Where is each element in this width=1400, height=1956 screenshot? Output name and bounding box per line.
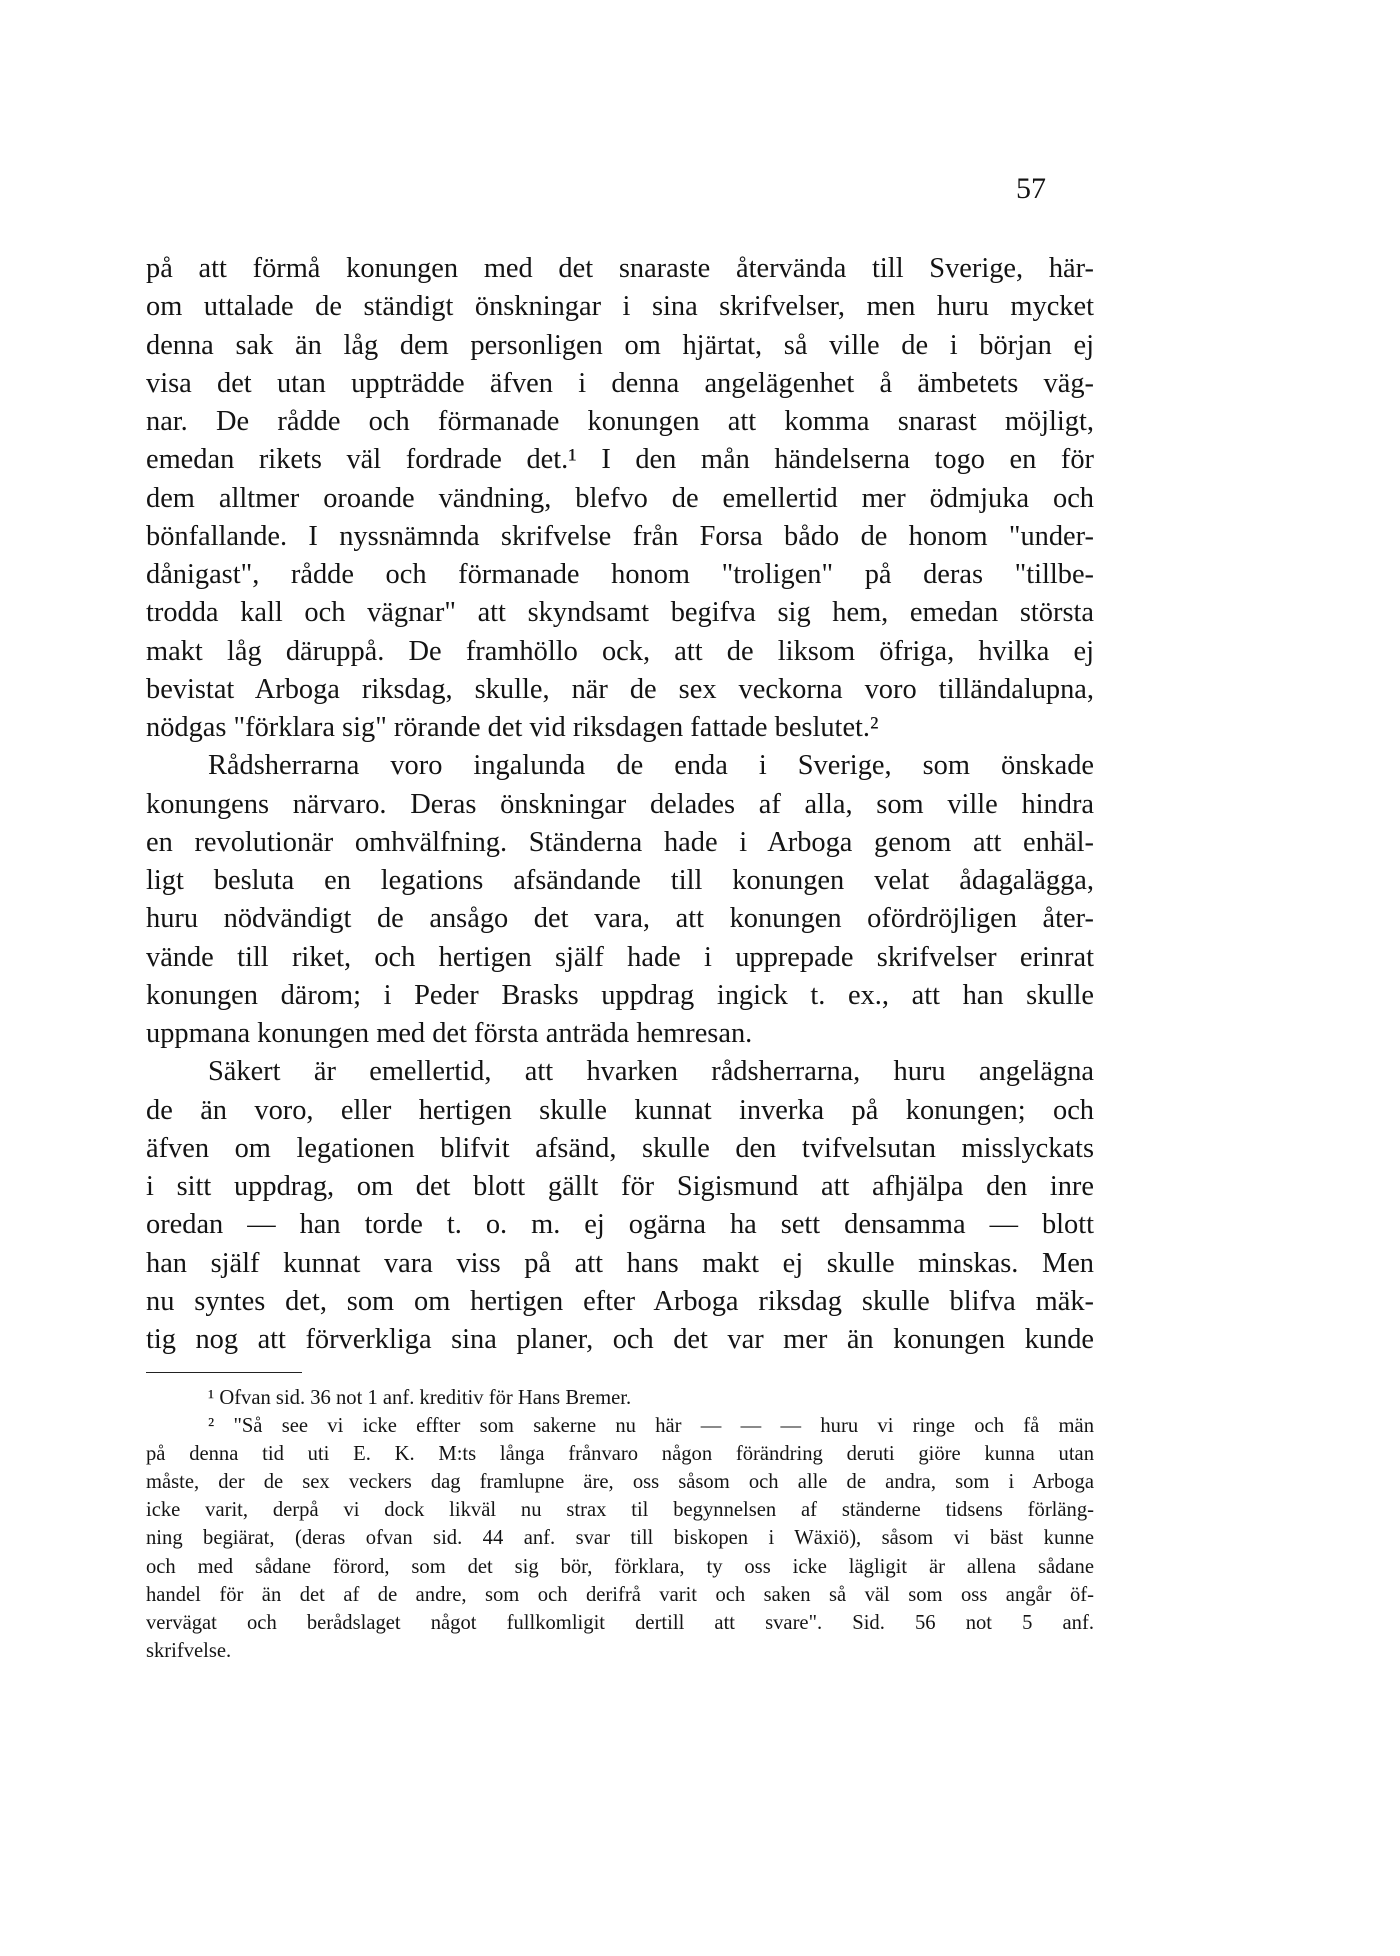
footnote-line: skrifvelse.: [146, 1639, 232, 1662]
body-line: konungens närvaro. Deras önskningar delades af alla, som ville hindra: [146, 788, 1094, 820]
body-line: nu syntes det, som om hertigen efter Arboga riksdag skulle blifva mäk-: [146, 1285, 1094, 1317]
body-line: Säkert är emellertid, att hvarken rådsherrarna, huru angelägna: [208, 1056, 1094, 1088]
body-line: nödgas "förklara sig" rörande det vid riksdagen fattade beslutet.²: [146, 712, 879, 743]
footnote-line: och med sådane förord, som det sig bör, förklara, ty oss icke lägligit är allena sådane: [146, 1555, 1094, 1578]
body-line: makt låg däruppå. De framhöllo ock, att de liksom öfriga, hvilka ej: [146, 635, 1094, 667]
footnote-line: ning begiärat, (deras ofvan sid. 44 anf. svar till biskopen i Wäxiö), såsom vi bäst kunne: [146, 1527, 1094, 1550]
body-line: en revolutionär omhvälfning. Ständerna hade i Arboga genom att enhäl-: [146, 826, 1094, 858]
body-line: tig nog att förverkliga sina planer, och det var mer än konungen kunde: [146, 1324, 1094, 1355]
body-line: denna sak än låg dem personligen om hjärtat, så ville de i början ej: [146, 329, 1094, 361]
footnote-line: måste, der de sex veckers dag framlupne äre, oss såsom och alle de andra, som i Arboga: [146, 1471, 1094, 1494]
body-line: han själf kunnat vara viss på att hans makt ej skulle minskas. Men: [146, 1247, 1094, 1279]
footnote-line: vervägat och berådslaget något fullkomligit dertill att svare". Sid. 56 not 5 anf.: [146, 1611, 1094, 1634]
body-line: vände till riket, och hertigen själf hade i upprepade skrifvelser erinrat: [146, 941, 1094, 973]
body-line: ligt besluta en legations afsändande till konungen velat ådagalägga,: [146, 865, 1094, 896]
body-line: Rådsherrarna voro ingalunda de enda i Sverige, som önskade: [208, 750, 1094, 782]
body-line: äfven om legationen blifvit afsänd, skulle den tvifvelsutan misslyckats: [146, 1132, 1094, 1164]
body-line: bönfallande. I nyssnämnda skrifvelse från Forsa bådo de honom "under-: [146, 520, 1094, 552]
footnote-line: handel för än det af de andre, som och derifrå varit och saken så väl som oss angår öf-: [146, 1583, 1094, 1606]
page-number: 57: [1016, 172, 1046, 205]
body-line: visa det utan uppträdde äfven i denna angelägenhet å ämbetets väg-: [146, 367, 1094, 399]
footnote-line: på denna tid uti E. K. M:ts långa frånvaro någon förändring deruti giöre kunna utan: [146, 1443, 1094, 1466]
body-line: i sitt uppdrag, om det blott gällt för Sigismund att afhjälpa den inre: [146, 1171, 1094, 1202]
body-line: dem alltmer oroande vändning, blefvo de emellertid mer ödmjuka och: [146, 482, 1094, 514]
footnote-line: ¹ Ofvan sid. 36 not 1 anf. kreditiv för Hans Bremer.: [208, 1387, 632, 1409]
body-line: oredan — han torde t. o. m. ej ogärna ha sett densamma — blott: [146, 1209, 1094, 1241]
body-line: trodda kall och vägnar" att skyndsamt begifva sig hem, emedan största: [146, 597, 1094, 629]
footnote-line: icke varit, derpå vi dock likväl nu strax til begynnelsen af ständerne tidsens förläng-: [146, 1499, 1094, 1522]
body-line: på att förmå konungen med det snaraste återvända till Sverige, här-: [146, 253, 1094, 284]
footnotes: [146, 1384, 1094, 1665]
body-line: de än voro, eller hertigen skulle kunnat inverka på konungen; och: [146, 1094, 1094, 1126]
body-line: uppmana konungen med det första anträda hemresan.: [146, 1018, 753, 1049]
body-line: om uttalade de ständigt önskningar i sina skrifvelser, men huru mycket: [146, 291, 1094, 323]
body-line: bevistat Arboga riksdag, skulle, när de sex veckorna voro tilländalupna,: [146, 673, 1094, 705]
footnote-divider: [146, 1372, 302, 1373]
body-line: konungen därom; i Peder Brasks uppdrag ingick t. ex., att han skulle: [146, 979, 1094, 1011]
body-line: nar. De rådde och förmanade konungen att komma snarast möjligt,: [146, 406, 1094, 437]
body-line: huru nödvändigt de ansågo det vara, att konungen ofördröjligen åter-: [146, 903, 1094, 935]
body-line: emedan rikets väl fordrade det.¹ I den mån händelserna togo en för: [146, 444, 1094, 476]
body-line: dånigast", rådde och förmanade honom "troligen" på deras "tillbe-: [146, 559, 1094, 590]
footnote-line: ² "Så see vi icke effter som sakerne nu här — — — huru vi ringe och få män: [208, 1415, 1094, 1438]
body-text: [146, 250, 1094, 1359]
